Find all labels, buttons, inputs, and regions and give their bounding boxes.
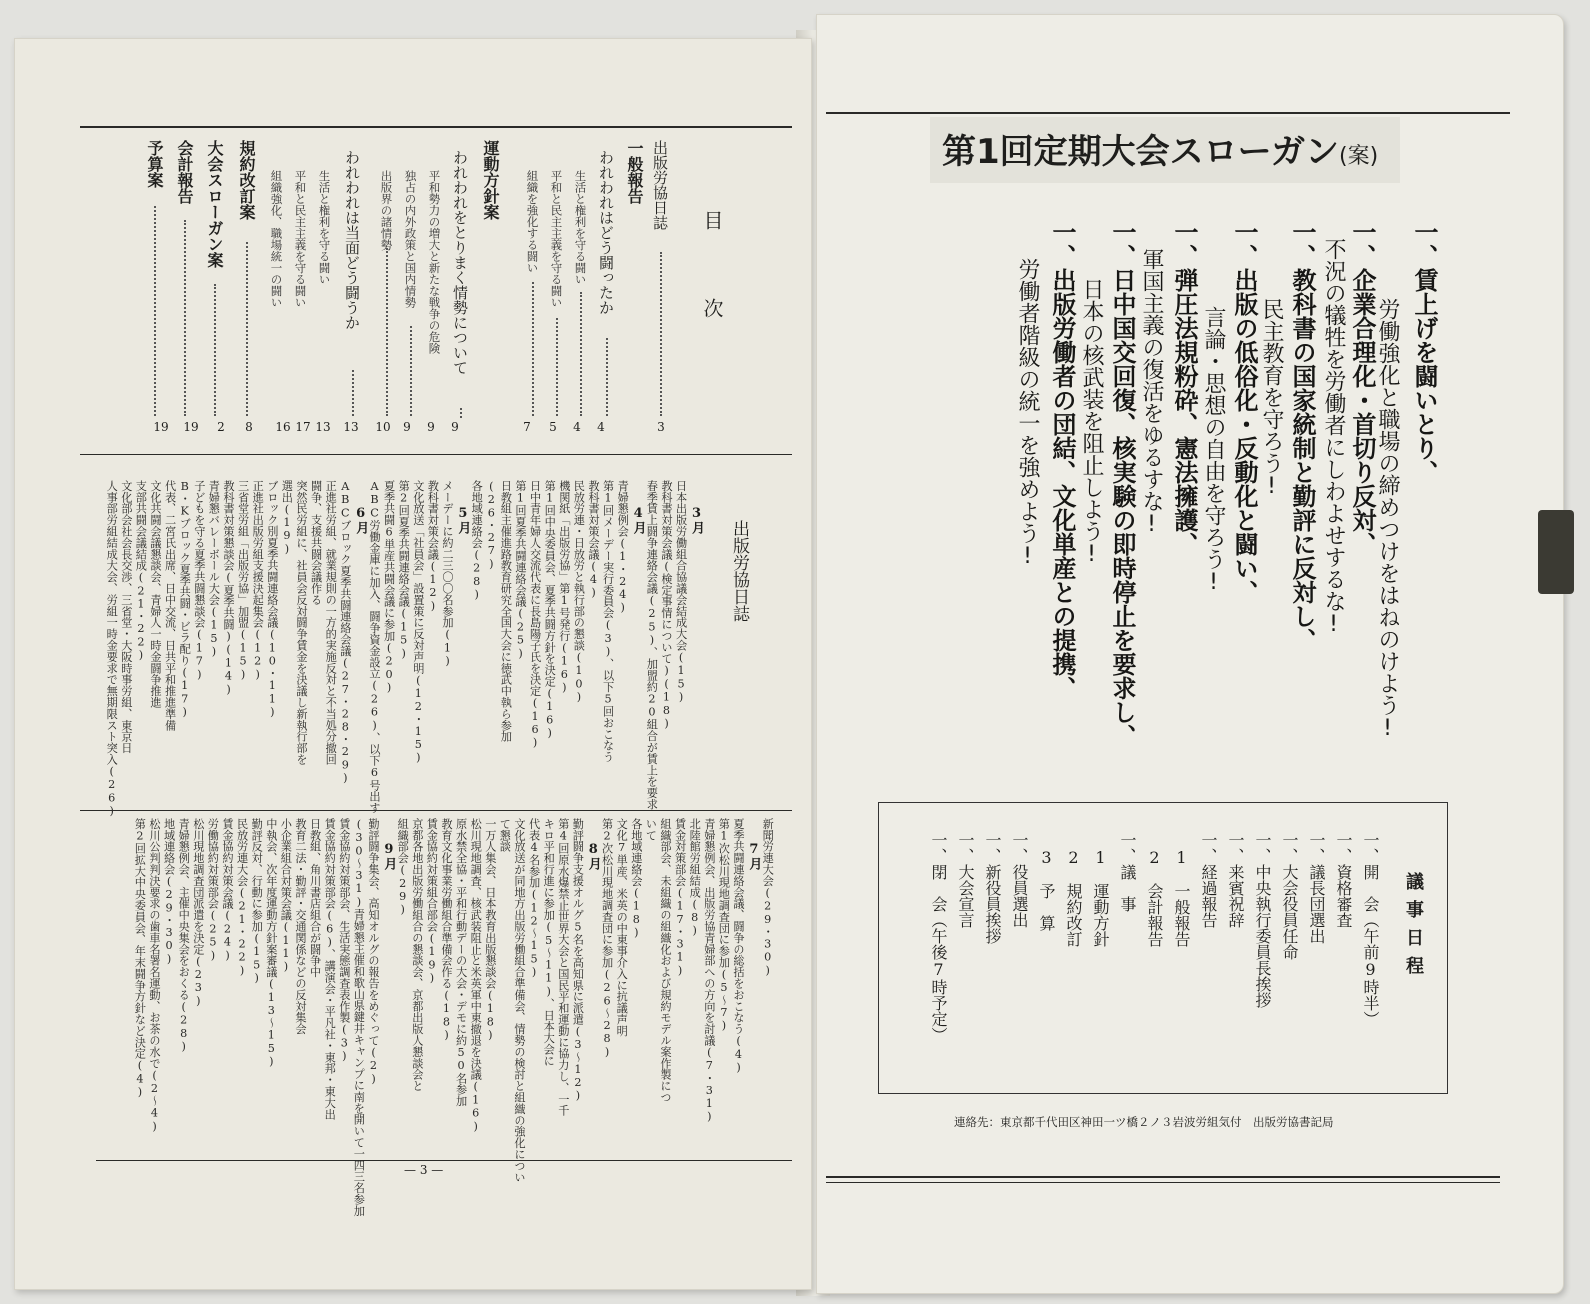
diary-title: 出版労協日誌 [729, 520, 749, 622]
toc-section: 規約改訂案 [237, 140, 256, 220]
diary-entry: 第1回中央委員会、夏季共闘方針を決定(16) [543, 480, 557, 740]
diary-entry: 闘争、支援共闘会議作る [309, 480, 323, 606]
toc-entry: 組織強化、職場統一の闘い [269, 170, 284, 308]
diary-entry: (26・27) [484, 480, 498, 571]
slogan-item: 一、弾圧法規粉砕、憲法擁護、 [1170, 220, 1198, 556]
diary-entry: 教科書対策会議(検定事情について)(18) [660, 480, 673, 731]
slogan-title-suffix: (案) [1338, 144, 1379, 169]
diary-entry: 勤評闘争集会、高知オルグの報告をめぐって(2) [367, 818, 380, 1086]
diary-entry: 勤評反対、行動に参加(15) [250, 818, 264, 985]
diary-month: 8月 [585, 842, 601, 870]
diary-entry: 春季賃上闘争連絡会議(25)、加盟約20組合が賃上を要求 [645, 480, 659, 810]
toc-page: 7 [523, 420, 531, 434]
toc-page: 10 [375, 420, 391, 434]
diary-entry: 三省堂労組「出版労協」加盟(15) [236, 480, 250, 681]
diary-entry: 賃金協約対策部会(6)、講演会・平凡社・東邦・東大出 [323, 818, 337, 1120]
agenda-item: 一、閉 会（午後7時予定） [929, 832, 948, 1043]
slogan-continuation: 労働者階級の統一を強めよう! [1015, 258, 1040, 569]
agenda-item: 一、大会宣言 [956, 832, 975, 928]
toc-page: 3 [657, 420, 665, 434]
diary-entry: 第2回拡大中央委員会、年末闘争方針など決定(4) [133, 818, 147, 1099]
diary-entry: 松川現地調査、核武装阻止と米英軍中東撤退を決議(16) [469, 818, 483, 1133]
toc-entry: 生活と権利を守る闘い [573, 170, 588, 285]
slogan-title: 第1回定期大会スローガン(案) [942, 132, 1379, 172]
toc-page: 13 [343, 420, 359, 434]
top-rule [80, 126, 792, 128]
agenda-item: 3 予 算 [1037, 832, 1056, 931]
diary-entry: 文化放送「社員会」設置策に反対声明(12・15) [411, 480, 425, 765]
diary-month: 5月 [455, 506, 471, 534]
diary-entry: 第2回夏季共闘連絡会議(15) [397, 480, 411, 660]
diary-entry: 文化共闘会議懇談会、青婦人一時金闘争推進 [149, 480, 162, 708]
diary-entry: 教科書対策会議(4) [587, 480, 600, 600]
right-top-rule [826, 112, 1510, 114]
toc-entry: 独占の内外政策と国内情勢 [403, 170, 418, 308]
toc-section: 運動方針案 [481, 140, 500, 220]
toc-entry: われわれは当面どう闘うか [343, 150, 361, 330]
diary-entry: ABCブロック夏季共闘連絡会議(27・28・29) [338, 480, 352, 785]
slogan-continuation: 軍国主義の復活をゆるすな! [1139, 248, 1164, 537]
diary-entry: 北陸館労組結成(8) [688, 818, 702, 938]
diary-entry: 第1回メーデー実行委員会(3)、以下5回おこなう [601, 480, 615, 763]
diary-entry: 新聞労連大会(29・30) [761, 818, 775, 977]
diary-entry: 子どもを守る夏季共闘懇談会(17) [192, 480, 206, 681]
toc-section: 予算案 [145, 140, 164, 188]
diary-entry: 日教組主催進路教育研究全国大会に徳武中執ら参加 [499, 480, 513, 743]
diary-entry: 第1次松川現地調査団に参加(5〜7) [717, 818, 731, 1033]
toc-entry: 組織を強化する闘い [525, 170, 540, 274]
diary-entry: 中執会、次年度運動方針案審議(13〜15) [264, 818, 278, 1069]
diary-entry: 民放労連・日放労と執行部の懇談(10) [572, 480, 586, 704]
diary-entry: 日本出版労働組合協議会結成大会(15) [674, 480, 688, 704]
page-number: — 3 — [404, 1163, 444, 1177]
diary-month: 7月 [746, 842, 762, 870]
toc-entry: 平和と民主主義を守る闘い [293, 170, 308, 308]
diary-entry: 一万人集会、日本教育出版懇談会(18) [483, 818, 497, 1042]
diary-entry: 夏季共闘6単産共闘会議に参加(20) [382, 480, 396, 695]
diary-entry: 松川公判判決要求の歯車名署名運動、お茶の水で(2〜4) [148, 818, 161, 1133]
diary-month: 6月 [353, 506, 369, 534]
agenda-item: 一、来賓祝辞 [1226, 832, 1245, 928]
diary-entry: 勤評闘争支援オルグ5名を高知県に派遣(3〜12) [571, 818, 585, 1103]
diary-entry: 原水禁全協・平和行動デーの大会・デモに約50名参加 [454, 818, 468, 1107]
toc-page: 5 [549, 420, 557, 434]
toc-entry: 生活と権利を守る闘い [317, 170, 332, 285]
diary-entry: キロ平和行進に参加(5〜11)、日本大会に [542, 818, 556, 1067]
diary-entry: 日教組、角川書店組合が闘争中 [308, 818, 322, 978]
slogan-continuation: 労働強化と職場の締めつけをはねのけよう! [1375, 298, 1400, 741]
right-page [816, 14, 1564, 1294]
diary-entry: 第2次松川現地調査団に参加(26〜28) [600, 818, 614, 1059]
contact-line: 連絡先：東京都千代田区神田一ツ橋２ノ３岩波労組気付 出版労協書記局 [954, 1115, 1334, 1129]
toc-page: 13 [315, 420, 331, 434]
diary-entry: 文化放送が同地方出版労働組合準備会、情勢の検討と組織の強化につい [513, 818, 526, 1183]
diary-entry: 代表、二宮氏出席、日中交流、日共平和推進準備 [163, 480, 177, 731]
diary-entry: 日中青年婦人交流代表に長島陽子氏を決定(16) [528, 480, 542, 750]
diary-entry: 賃金協約対策部会、生活実態調査表作製(3) [337, 818, 351, 1063]
diary-entry: いて [644, 818, 658, 841]
diary-entry: 教科書対策会議(12) [426, 480, 440, 613]
slogan-item: 一、企業合理化・首切り反対、 [1348, 220, 1376, 556]
diary-entry: 文化7単産、米英の中東事介入に抗議声明 [615, 818, 629, 1037]
diary-entry: 松川現地調査団派遣を決定(23) [191, 818, 205, 1008]
slogan-continuation: 言論・思想の自由を守ろう! [1201, 306, 1226, 595]
diary-entry: 組織部会(29) [396, 818, 410, 917]
binder-clip [1538, 510, 1574, 594]
diary-entry: 賃金協約対策組合部会(19) [425, 818, 439, 985]
diary-entry: 正進社労組、就業規則の一方的実施反対と不当処分撤回 [324, 480, 338, 765]
diary-entry: 民放労連大会(21・22) [235, 818, 249, 977]
slogan-item: 一、賃上げを闘いとり、 [1410, 220, 1438, 484]
slogan-continuation: 民主教育を守ろう! [1259, 298, 1284, 499]
diary-entry: 選出(19) [280, 480, 294, 556]
toc-page: 9 [451, 420, 459, 434]
diary-entry: 教科書対策懇談会(夏季共闘)(14) [222, 480, 235, 696]
toc-entry: 平和勢力の増大と新たな戦争の危険 [427, 170, 442, 354]
diary-entry: 青婦懇例会、出版労協青婦部への方向を討議(7・31) [702, 818, 716, 1124]
toc-page: 2 [217, 420, 225, 434]
diary-entry: 代表4名参加(12〜15) [527, 818, 541, 979]
agenda-item: 一、議 事 [1118, 832, 1137, 912]
diary-entry: 文化部会社会長交渉、三省堂・大阪時事労組、東京日 [119, 480, 133, 754]
diary-entry: 青婦懇例会、主催中央集会をおくる(28) [177, 818, 191, 1054]
diary-entry: 賃金対策部会(17・31) [673, 818, 687, 977]
diary-entry: B・Kブロック夏季共闘・ビラ配り(17) [178, 480, 192, 719]
toc-bottom-rule [80, 454, 792, 455]
toc-page: 19 [153, 420, 169, 434]
toc-section: 一般報告 [625, 140, 644, 204]
slogan-item: 一、日中国交回復、核実験の即時停止を要求し、 [1108, 220, 1136, 748]
agenda-item: 一、役員選出 [1010, 832, 1029, 928]
toc-page: 4 [597, 420, 605, 434]
diary-entry: 第1回夏季共闘連絡会議(25) [514, 480, 527, 660]
toc-page: 8 [245, 420, 253, 434]
toc-page: 17 [295, 420, 311, 434]
agenda-item: 一、経過報告 [1199, 832, 1218, 928]
diary-month: 9月 [381, 842, 397, 870]
diary-entry: 第4回原水爆禁止世界大会と国民平和運動に協力し、一千 [556, 818, 570, 1117]
diary-entry: 青婦懇バレーボール大会(15) [207, 480, 221, 659]
agenda-title: 議事日程 [1403, 872, 1424, 984]
diary-entry: ブロック別夏季共闘連絡会議(10・11) [265, 480, 279, 719]
slogan-continuation: 日本の核武装を阻止しよう! [1079, 278, 1104, 567]
diary-middle-rule [80, 810, 792, 811]
agenda-item: 一、大会役員任命 [1280, 832, 1299, 960]
toc-entry: 平和と民主主義を守る闘い [549, 170, 564, 308]
diary-entry: 小企業組合対策会議(11) [279, 818, 293, 974]
agenda-item: 一、議長団選出 [1307, 832, 1326, 944]
diary-entry: メーデーに約二三〇〇名参加(1) [441, 480, 454, 668]
toc-page: 19 [183, 420, 199, 434]
diary-entry: 人事部労組結成大会、労組一時金要求で無期限スト突入(26) [105, 480, 119, 818]
diary-entry: 突然民労組に、社員会反対闘争賃金を決議し新執行部を [295, 480, 308, 765]
right-bottom-rule [826, 1176, 1500, 1178]
diary-entry: 賃金協約対策会議(24) [221, 818, 234, 962]
diary-entry: 教育二法・勤評・交通関係などの反対集会 [294, 818, 307, 1035]
diary-entry: 支部共闘会議結成(21・22) [134, 480, 148, 662]
toc-page: 4 [573, 420, 581, 434]
diary-entry: 青婦懇例会(1・24) [616, 480, 630, 615]
slogan-item: 一、出版の低俗化・反動化と闘い、 [1230, 220, 1258, 604]
agenda-item: 2 会計報告 [1145, 832, 1164, 947]
toc-page: 16 [275, 420, 291, 434]
diary-entry: 夏季共闘連絡会議、闘争の総括をおこなう(4) [732, 818, 745, 1075]
toc-entry: われわれはどう闘ったか [597, 150, 615, 315]
diary-entry: 正進社出版労組支援決起集会(12) [251, 480, 265, 681]
agenda-item: 一、新役員挨拶 [983, 832, 1002, 944]
diary-entry: 組織部会、未組織の組織化および規約モデル案作製につ [659, 818, 672, 1103]
toc-section: 大会スローガン案 [205, 140, 224, 268]
diary-entry: 教育文化事業労働組合準備会作る(18) [440, 818, 453, 1042]
agenda-item: 1 運動方針 [1091, 832, 1110, 947]
diary-entry: 労働協約対策部会(25) [206, 818, 220, 962]
diary-month: 3月 [689, 506, 704, 534]
bottom-rule [96, 1160, 792, 1161]
diary-entry: て懇談 [498, 818, 512, 853]
diary-entry: (30〜31)青婦懇主催和歌山県鍵井キャンプに南を開いて一四三名参加 [352, 818, 366, 1217]
toc-entry: 出版労協日誌 [651, 140, 669, 230]
slogan-continuation: 不況の犠牲を労働者にしわよせするな! [1321, 238, 1346, 637]
slogan-item: 一、教科書の国家統制と勤評に反対し、 [1288, 220, 1316, 652]
diary-month: 4月 [630, 506, 646, 534]
toc-entry: 出版界の諸情勢 [379, 170, 394, 251]
toc-entry: われわれをとりまく情勢について [451, 150, 469, 375]
agenda-item: 2 規約改訂 [1064, 832, 1083, 947]
agenda-item: 1 一般報告 [1172, 832, 1191, 947]
toc-page: 9 [403, 420, 411, 434]
diary-entry: 各地域連絡会(18) [629, 818, 643, 940]
diary-entry: 地域連絡会(29・30) [162, 818, 176, 966]
diary-entry: ABC労働金庫に加入、闘争資金設立(26)、以下6号出す [368, 480, 381, 814]
agenda-item: 一、中央執行委員長挨拶 [1253, 832, 1272, 1008]
agenda-item: 一、資格審査 [1334, 832, 1353, 928]
agenda-item: 一、開 会（午前9時半） [1361, 832, 1380, 1027]
toc-title: 目 次 [700, 210, 724, 342]
diary-entry: 機関紙「出版労協」第1号発行(16) [557, 480, 571, 695]
diary-entry: 京都各地出版労働組合の懇談会、京都出版人懇談会と [410, 818, 424, 1092]
toc-section: 会計報告 [175, 140, 194, 204]
slogan-item: 一、出版労働者の団結、文化単産との提携、 [1048, 220, 1076, 700]
toc-page: 9 [427, 420, 435, 434]
diary-entry: 各地域連絡会(28) [470, 480, 484, 602]
